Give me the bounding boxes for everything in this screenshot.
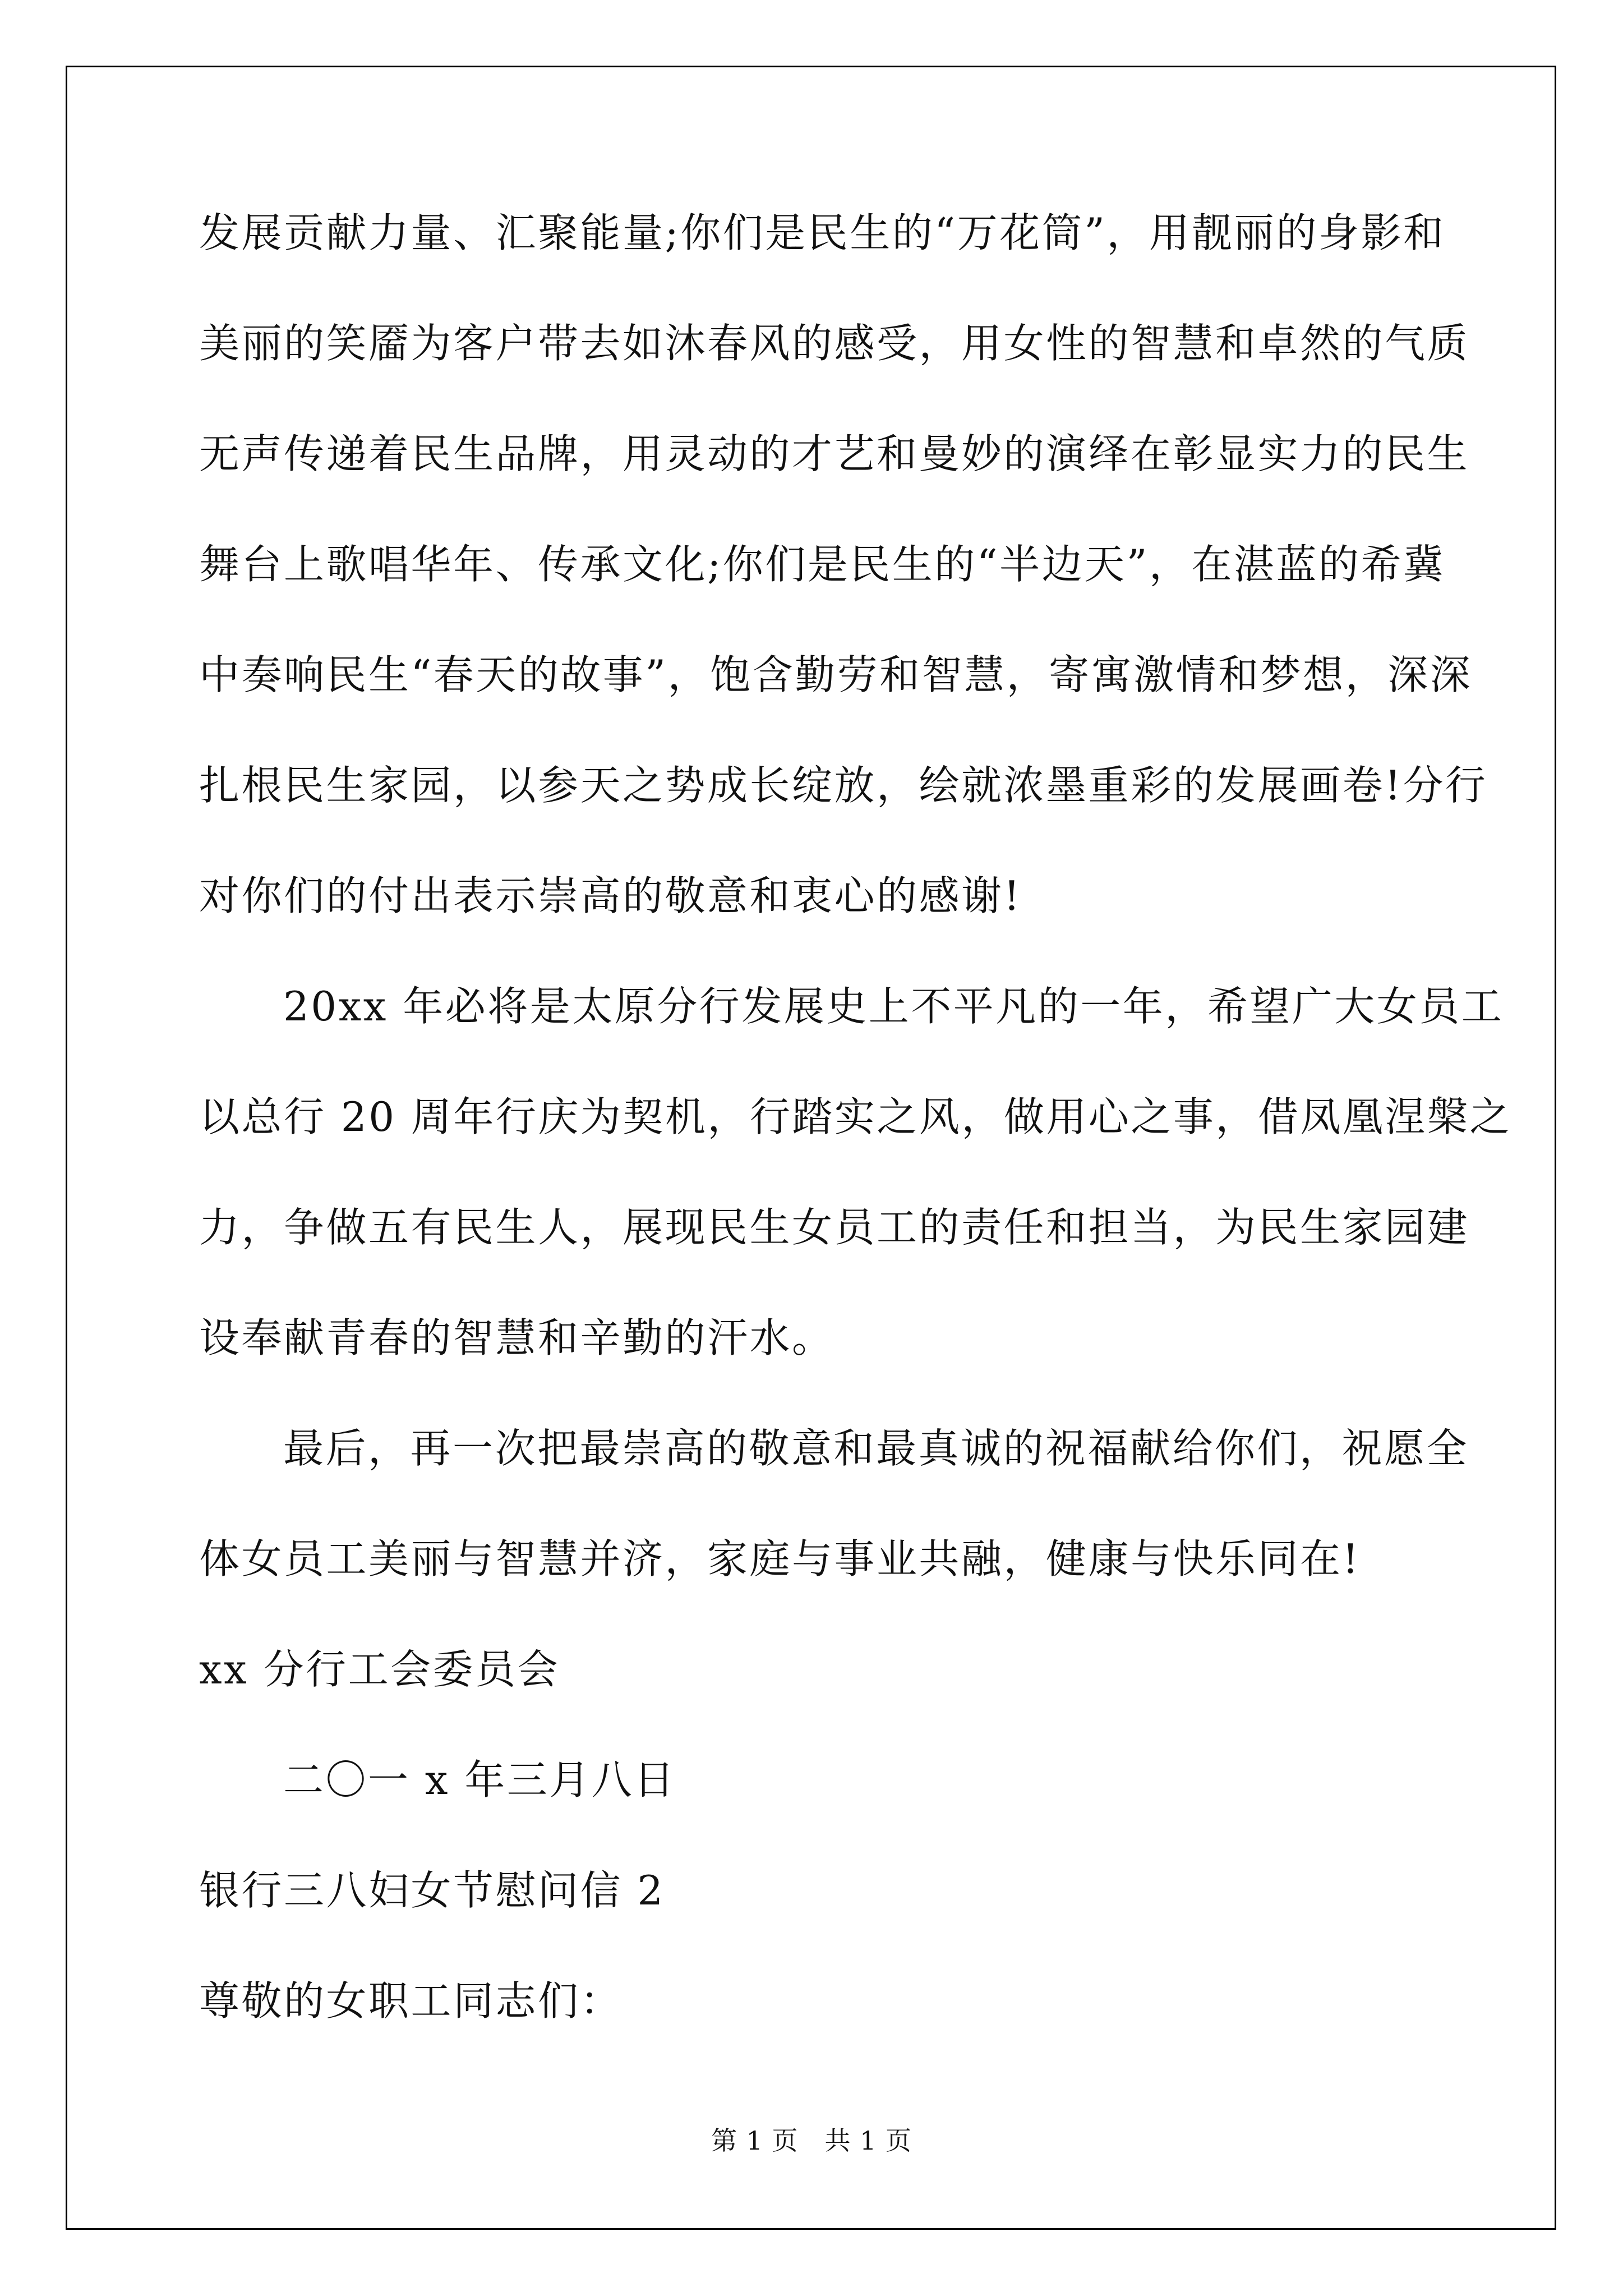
body-text-line: 中奏响民生“春天的故事”，饱含勤劳和智慧，寄寓激情和梦想，深深 [199, 651, 1473, 698]
letter-salutation: 尊敬的女职工同志们： [199, 1977, 623, 2024]
letter-title: 银行三八妇女节慰问信 2 [199, 1867, 665, 1914]
body-text-line: 设奉献青春的智慧和辛勤的汗水。 [199, 1314, 834, 1361]
body-text-line: 扎根民生家园，以参天之势成长绽放，绘就浓墨重彩的发展画卷!分行 [199, 762, 1488, 809]
body-text-line: 力，争做五有民生人，展现民生女员工的责任和担当，为民生家园建 [199, 1204, 1470, 1251]
page-number-footer: 第 1 页 共 1 页 [711, 2125, 912, 2156]
signature-date: 二〇一 x 年三月八日 [283, 1756, 676, 1803]
signature-organization: xx 分行工会委员会 [199, 1646, 560, 1693]
document-body [199, 208, 1512, 2086]
body-text-line: 体女员工美丽与智慧并济，家庭与事业共融，健康与快乐同在! [199, 1535, 1361, 1582]
paragraph-first-line: 最后，再一次把最崇高的敬意和最真诚的祝福献给你们，祝愿全 [283, 1425, 1469, 1472]
body-text-line: 对你们的付出表示崇高的敬意和衷心的感谢! [199, 872, 1022, 919]
paragraph-first-line: 20xx 年必将是太原分行发展史上不平凡的一年，希望广大女员工 [283, 983, 1504, 1030]
body-text-line: 舞台上歌唱华年、传承文化;你们是民生的“半边天”，在湛蓝的希冀 [199, 541, 1446, 588]
body-text-line: 无声传递着民生品牌，用灵动的才艺和曼妙的演绎在彰显实力的民生 [199, 430, 1470, 477]
body-text-line: 发展贡献力量、汇聚能量;你们是民生的“万花筒”，用靓丽的身影和 [199, 209, 1446, 256]
body-text-line: 以总行 20 周年行庆为契机，行踏实之风，做用心之事，借凤凰涅槃之 [199, 1093, 1512, 1140]
body-text-line: 美丽的笑靥为客户带去如沐春风的感受，用女性的智慧和卓然的气质 [199, 320, 1470, 367]
